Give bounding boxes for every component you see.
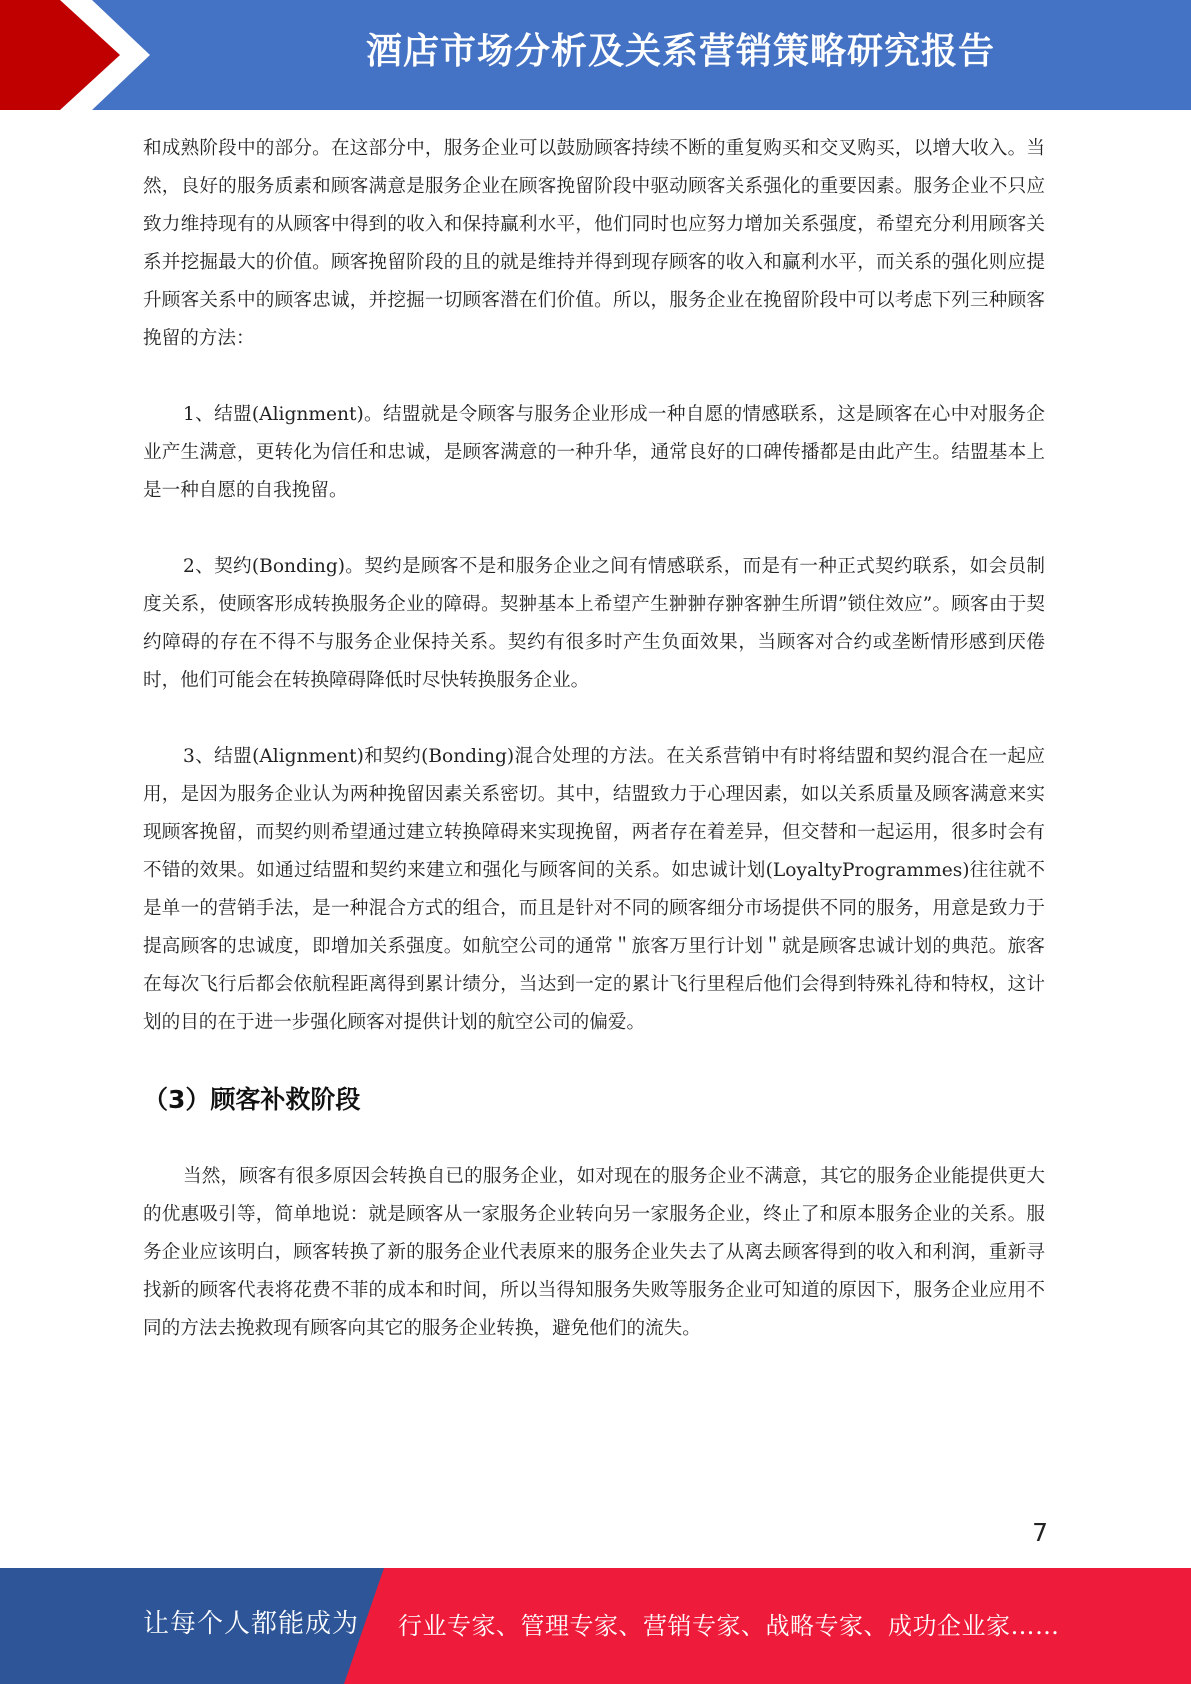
footer-slogan-left: 让每个人都能成为 bbox=[143, 1609, 360, 1639]
body-paragraph-bonding: 2、契约(Bonding)。契约是顾客不是和服务企业之间有情感联系，而是有一种正式契约联系，如会员制度关系，使顾客形成转换服务企业的障碍。契翀基本上希望产生翀翀存翀客翀生所谓”锁住效应”。顾客由于契约障碍的存在不得不与服务企业保持关系。契约有很多时产生负面效果，当顾客对合约或垄断情形感到厌倦时，他们可能会在转换障碍降低时尽快转换服务企业。 bbox=[143, 556, 1045, 691]
document-body bbox=[143, 130, 1045, 1348]
body-paragraph-alignment: 1、结盟(Alignment)。结盟就是令顾客与服务企业形成一种自愿的情感联系，这是顾客在心中对服务企业产生满意，更转化为信任和忠诚，是顾客满意的一种升华，通常良好的口碑传播都是由此产生。结盟基本上是一种自愿的自我挽留。 bbox=[143, 404, 1045, 501]
document-title: 酒店市场分析及关系营销策略研究报告 bbox=[365, 31, 995, 72]
page-header bbox=[0, 0, 1191, 110]
page-footer bbox=[0, 1568, 1191, 1684]
body-paragraph-mixed: 3、结盟(Alignment)和契约(Bonding)混合处理的方法。在关系营销中有时将结盟和契约混合在一起应用，是因为服务企业认为两种挽留因素关系密切。其中，结盟致力于心理因素，如以关系质量及顾客满意来实现顾客挽留，而契约则希望通过建立转换障碍来实现挽留，两者存在着差异，但交替和一起运用，很多时会有不错的效果。如通过结盟和契约来建立和强化与顾客间的关系。如忠诚计划(LoyaltyProgrammes)往往就不是单一的营销手法，是一种混合方式的组合，而且是针对不同的顾客细分市场提供不同的服务，用意是致力于提高顾客的忠诚度，即增加关系强度。如航空公司的通常＂旅客万里行计划＂就是顾客忠诚计划的典范。旅客在每次飞行后都会依航程距离得到累计绩分，当达到一定的累计飞行里程后他们会得到特殊礼待和特权，这计划的目的在于进一步强化顾客对提供计划的航空公司的偏爱。 bbox=[143, 746, 1045, 1033]
body-paragraph-intro: 和成熟阶段中的部分。在这部分中，服务企业可以鼓励顾客持续不断的重复购买和交叉购买，以增大收入。当然，良好的服务质素和顾客满意是服务企业在顾客挽留阶段中驱动顾客关系强化的重要因素。服务企业不只应致力维持现有的从顾客中得到的收入和保持赢利水平，他们同时也应努力增加关系强度，希望充分利用顾客关系并挖掘最大的价值。顾客挽留阶段的且的就是维持并得到现存顾客的收入和赢利水平，而关系的强化则应提升顾客关系中的顾客忠诚，并挖掘一切顾客潜在们价值。所以，服务企业在挽留阶段中可以考虑下列三种顾客挽留的方法： bbox=[143, 138, 1045, 349]
section-heading-recovery: （3）顾客补救阶段 bbox=[143, 1085, 361, 1114]
body-paragraph-recovery: 当然，顾客有很多原因会转换自已的服务企业，如对现在的服务企业不满意，其它的服务企业能提供更大的优惠吸引等，简单地说：就是顾客从一家服务企业转向另一家服务企业，终止了和原本服务企业的关系。服务企业应该明白，顾客转换了新的服务企业代表原来的服务企业失去了从离去顾客得到的收入和利润，重新寻找新的顾客代表将花费不菲的成本和时间，所以当得知服务失败等服务企业可知道的原因下，服务企业应用不同的方法去挽救现有顾客向其它的服务企业转换，避免他们的流失。 bbox=[143, 1166, 1045, 1339]
footer-slogan-right: 行业专家、管理专家、营销专家、战略专家、成功企业家…… bbox=[398, 1612, 1060, 1640]
page-number: 7 bbox=[1032, 1518, 1048, 1547]
